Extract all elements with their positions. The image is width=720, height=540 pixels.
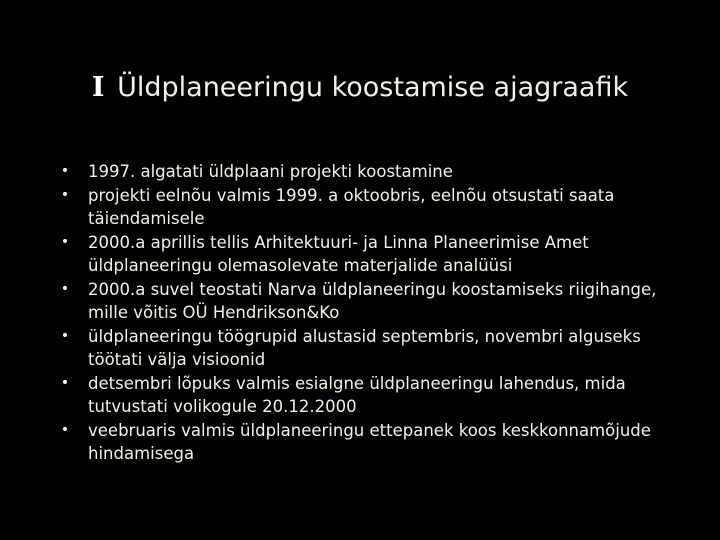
bullet-dot-icon: •: [60, 422, 70, 438]
bullet-item: [58, 231, 678, 277]
slide-title: [0, 72, 720, 103]
bullet-text: 1997. algatati üldplaani projekti koostamine: [88, 162, 453, 181]
bullet-text: projekti eelnõu valmis 1999. a oktoobris, eelnõu otsustati saata täiendamisele: [88, 186, 615, 228]
bullet-dot-icon: •: [60, 375, 70, 391]
bullet-item: [58, 160, 678, 183]
bullet-item: [58, 184, 678, 230]
bullet-text: 2000.a aprillis tellis Arhitektuuri- ja Linna Planeerimise Amet üldplaneeringu olemasolevate materjalide analüüsi: [88, 233, 589, 275]
bullet-item: [58, 419, 678, 465]
bullet-dot-icon: •: [60, 163, 70, 179]
bullet-item: [58, 278, 678, 324]
title-number: I: [91, 72, 105, 103]
title-text: Üldplaneeringu koostamise ajagraafik: [117, 72, 629, 103]
bullet-text: üldplaneeringu töögrupid alustasid septembris, novembri alguseks töötati välja visioonid: [88, 327, 641, 369]
bullet-dot-icon: •: [60, 187, 70, 203]
bullet-dot-icon: •: [60, 328, 70, 344]
bullet-text: 2000.a suvel teostati Narva üldplaneeringu koostamiseks riigihange, mille võitis OÜ Hendrikson&Ko: [88, 280, 657, 322]
bullet-item: [58, 325, 678, 371]
bullet-text: detsembri lõpuks valmis esialgne üldplaneeringu lahendus, mida tutvustati volikogule 20.12.2000: [88, 374, 626, 416]
bullet-dot-icon: •: [60, 281, 70, 297]
bullet-text: veebruaris valmis üldplaneeringu ettepanek koos keskkonnamõjude hindamisega: [88, 421, 651, 463]
bullet-list: [58, 160, 678, 466]
bullet-item: [58, 372, 678, 418]
bullet-dot-icon: •: [60, 234, 70, 250]
